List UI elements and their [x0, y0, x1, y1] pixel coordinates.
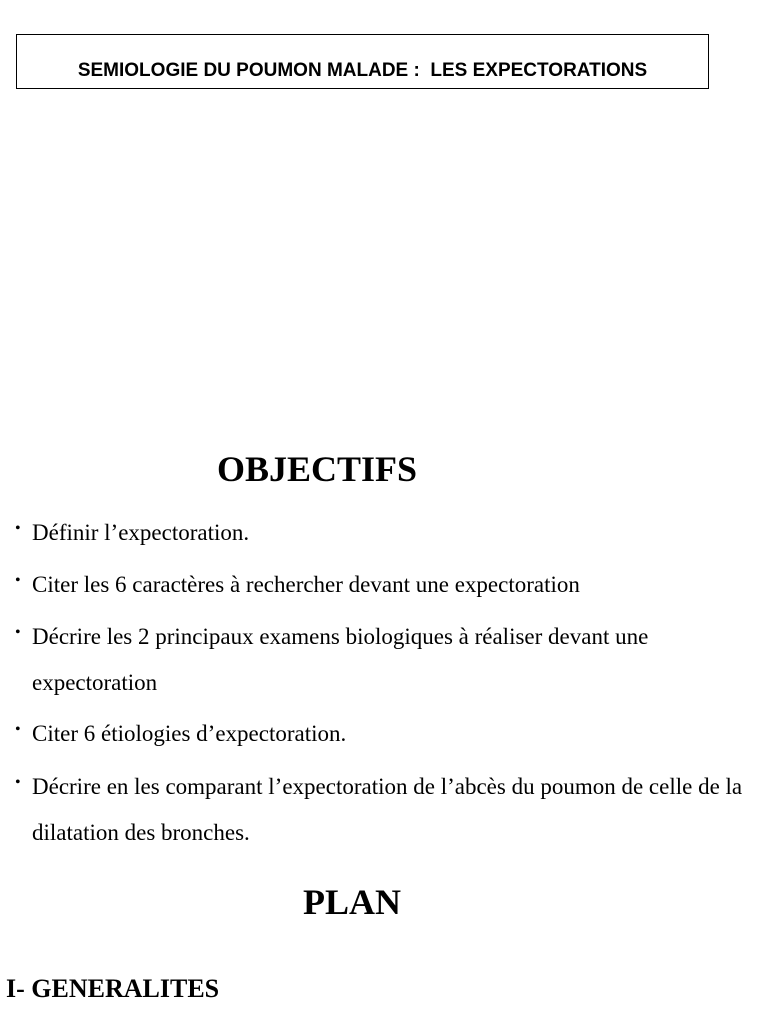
objective-item: [15, 614, 755, 706]
plan-heading: PLAN: [303, 882, 401, 922]
objective-item: [15, 764, 755, 856]
objective-text: Citer 6 étiologies d’expectoration.: [32, 721, 347, 746]
section-heading-generalites: I- GENERALITES: [6, 974, 220, 1003]
bullet-icon: •: [15, 572, 21, 589]
objective-text: Définir l’expectoration.: [32, 520, 250, 545]
objective-item: [15, 562, 755, 608]
objective-text: Citer les 6 caractères à rechercher devant une expectoration: [32, 572, 580, 597]
document-title-box: [16, 34, 709, 89]
bullet-icon: •: [15, 721, 21, 738]
objective-text: Décrire en les comparant l’expectoration de l’abcès du poumon de celle de la dilatation des bronches.: [32, 774, 743, 845]
bullet-icon: •: [15, 520, 21, 537]
bullet-icon: •: [15, 624, 21, 641]
objective-item: [15, 711, 755, 757]
objectives-heading: OBJECTIFS: [217, 449, 418, 489]
objective-text: Décrire les 2 principaux examens biologiques à réaliser devant une expectoration: [32, 624, 649, 695]
document-title: SEMIOLOGIE DU POUMON MALADE : LES EXPECTORATIONS: [77, 60, 648, 81]
bullet-icon: •: [15, 774, 21, 791]
objective-item: [15, 510, 755, 556]
